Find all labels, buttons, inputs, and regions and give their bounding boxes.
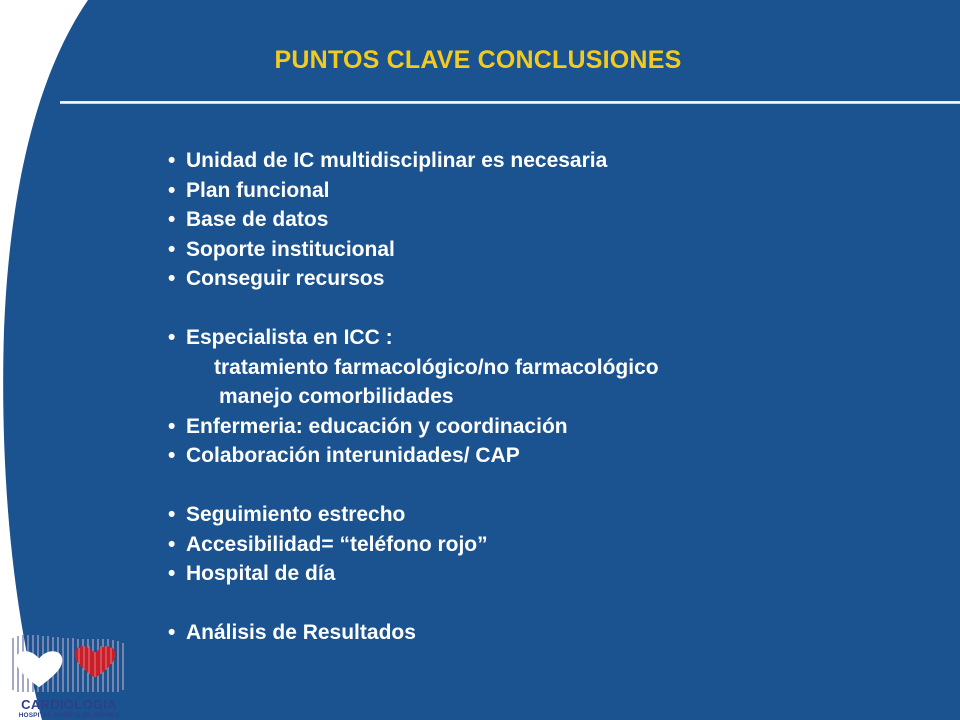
bullet-icon: •: [168, 532, 176, 556]
list-item: • Conseguir recursos: [168, 264, 928, 294]
list-spacer: [168, 294, 928, 324]
bullet-icon: •: [168, 208, 176, 231]
list-item: • Accesibilidad= “teléfono rojo”: [168, 530, 928, 560]
cardiologia-logo: [9, 630, 129, 720]
bullet-icon: •: [168, 503, 176, 526]
list-subitem: manejo comorbilidades: [219, 385, 454, 408]
logo-title: CARDIOLOGIA: [21, 697, 117, 712]
bullet-icon: •: [168, 178, 176, 202]
page-title: PUNTOS CLAVE CONCLUSIONES: [274, 46, 682, 74]
hearts-emblem-icon: [9, 630, 129, 696]
list-item: • Enfermeria: educación y coordinación: [168, 412, 928, 442]
bullet-list: [168, 146, 928, 648]
list-item: • Plan funcional: [168, 176, 928, 206]
list-item: • Soporte institucional: [168, 235, 928, 265]
list-item: • Análisis de Resultados: [168, 618, 928, 648]
list-item: • Hospital de día: [168, 559, 928, 589]
logo-subtitle: HOSPITAL PUERTA DE HIERRO: [18, 712, 120, 719]
list-item: • Colaboración interunidades/ CAP: [168, 441, 928, 471]
bullet-icon: •: [168, 414, 176, 438]
title-divider: [60, 101, 960, 104]
list-item: • Base de datos: [168, 205, 928, 235]
bullet-icon: •: [168, 326, 176, 349]
bullet-icon: •: [168, 444, 176, 467]
list-spacer: [168, 471, 928, 501]
bullet-icon: •: [168, 562, 176, 585]
bullet-icon: •: [168, 267, 176, 290]
bullet-icon: •: [168, 237, 176, 261]
list-item: • Especialista en ICC :: [168, 323, 928, 353]
bullet-icon: •: [168, 149, 176, 172]
bullet-icon: •: [168, 621, 176, 644]
list-subitem: tratamiento farmacológico/no farmacológico: [214, 355, 659, 379]
list-item: • Unidad de IC multidisciplinar es necesaria: [168, 146, 928, 176]
list-spacer: [168, 589, 928, 619]
list-item: • Seguimiento estrecho: [168, 500, 928, 530]
